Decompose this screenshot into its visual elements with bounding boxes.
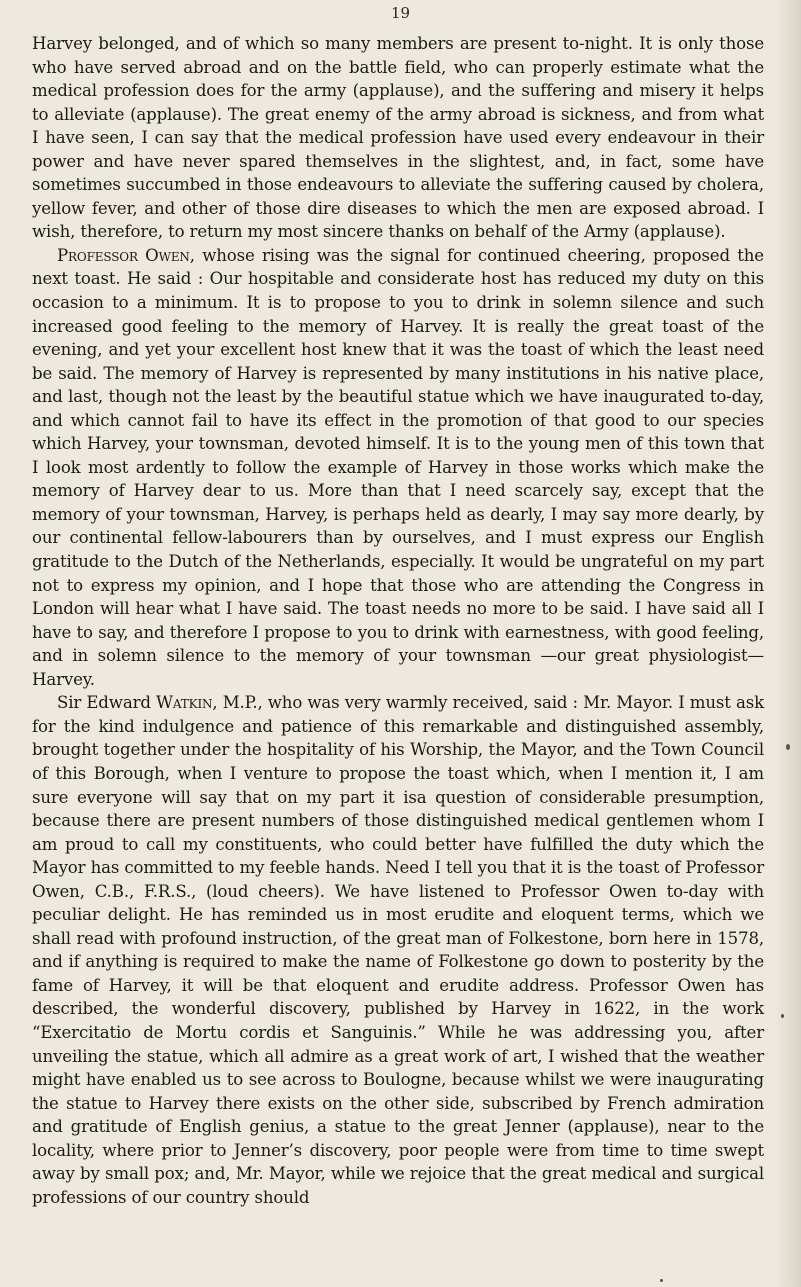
page-number: 19 [390,4,411,22]
paragraph [32,691,764,1209]
speaker-name: Watkin [156,693,213,713]
paragraph [32,244,764,691]
paragraph-text: , M.P., who was very warmly received, said : Mr. Mayor. I must ask for the kind indulgence and patience of this remarkable and distinguished assembly, brought together under the hospitality of his Worship, the Mayor, and the Town Council of this Borough, when I venture to propose the toast which, when I mention it, I am sure everyone will say that on my part it isa question of considerable presumption, because there are present numbers of those distinguished medical gentlemen whom I am proud to call my constituents, who could better have fulfilled the duty which the Mayor has committed to my feeble hands. Need I tell you that it is the toast of Professor Owen, C.B., F.R.S., (loud cheers). We have listened to Professor Owen to-day with peculiar delight. He has reminded us in most erudite and eloquent terms, which we shall read with profound instruction, of the great man of Folkestone, born here in 1578, and if anything is required to make the name of Folkestone go down to posterity by the fame of Harvey, it will be that eloquent and erudite address. Professor Owen has described, the wonderful discovery, published by Harvey in 1622, in the work “Exercitatio de Mortu cordis et Sanguinis.” While he was addressing you, after unveiling the statue, which all admire as a great work of art, I wished that the weather might have enabled us to see across to Boulogne, because whilst we were inaugurating the statue to Harvey there exists on the other side, subscribed by French admiration and gratitude of English genius, a statue to the great Jenner (applause), near to the locality, where prior to Jenner’s discovery, poor people were from time to time swept away by small pox; and, Mr. Mayor, while we rejoice that the great medical and surgical professions of our country should [32,693,764,1207]
paragraph-text: Sir Edward [57,693,157,713]
paragraph [32,32,764,244]
paragraph-text: , whose rising was the signal for continued cheering, proposed the next toast. He said : Our hospitable and considerate host has reduced my duty on this occasion to a minimum. It is to propose to you to drink in solemn silence and such increased good feeling to the memory of Harvey. It is really the great toast of the evening, and yet your excellent host knew that it was the toast of which the least need be said. The memory of Harvey is represented by many institutions in his native place, and last, though not the least by the beautiful statue which we have inaugurated to-day, and which cannot fail to have its effect in the promotion of that good to our species which Harvey, your townsman, devoted himself. It is to the young men of this town that I look most ardently to follow the example of Harvey in those works which make the memory of Harvey dear to us. More than that I need scarcely say, except that the memory of your townsman, Harvey, is perhaps held as dearly, I may say more dearly, by our continental fellow-labourers than by ourselves, and I must express our English gratitude to the Dutch of the Netherlands, especially. It would be ungrateful on my part not to express my opinion, and I hope that those who are attending the Congress in London will hear what I have said. The toast needs no more to be said. I have said all I have to say, and therefore I propose to you to drink with earnestness, with good feeling, and in solemn silence to the memory of your townsman —our great physiologist—Harvey. [32,245,764,689]
speaker-name: Professor Owen [57,245,190,265]
print-speck [781,1014,784,1018]
body-text [32,32,764,1209]
paragraph-text: Harvey belonged, and of which so many members are present to-night. It is only those who have served abroad and on the battle field, who can properly estimate what the medical profession does for the army (applause), and the suffering and misery it helps to alleviate (applause). The great enemy of the army abroad is sickness, and from what I have seen, I can say that the medical profession have used every endeavour in their power and have never spared themselves in the slightest, and, in fact, some have sometimes succumbed in those endeavours to alleviate the suffering caused by cholera, yellow fever, and other of those dire diseases to which the men are exposed abroad. I wish, therefore, to return my most sincere thanks on behalf of the Army (applause). [32,34,764,242]
page-edge-shadow [775,0,801,1287]
print-speck [660,1279,663,1282]
print-speck [786,744,790,750]
